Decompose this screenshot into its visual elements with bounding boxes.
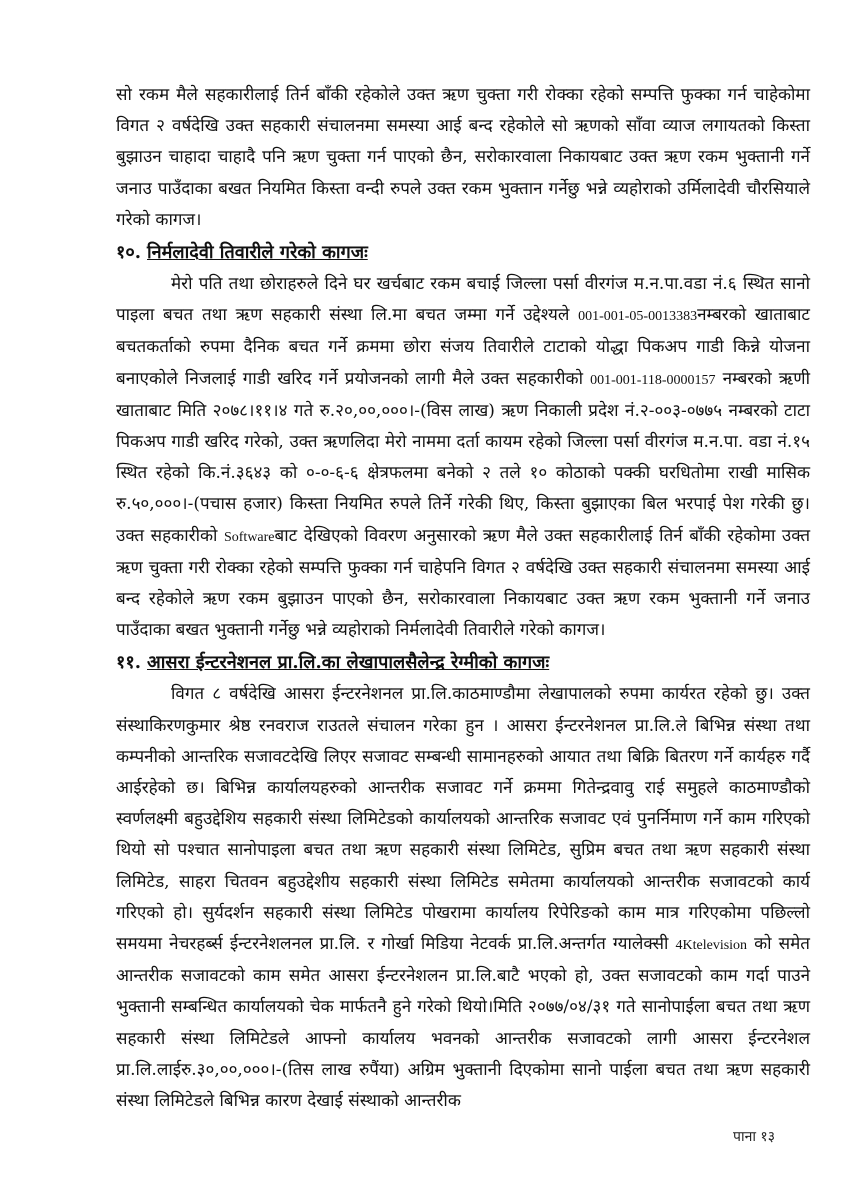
section-10-text-2: नम्बरको खाताबाट बचतकर्ताको रुपमा दैनिक बचत गर्ने क्रममा छोरा संजय तिवारीले टाटाको योद्धा पिकअप गाडी किन्ने योजना बनाएकोले निजलाई गाडी खरिद गर्ने प्रयोजनको लागी मैले उक्त सहकारीको bbox=[116, 305, 810, 389]
section-10-heading bbox=[116, 236, 810, 269]
section-10-text-4: बाट देखिएको विवरण अनुसारको ऋण मैले उक्त सहकारीलाई तिर्न बाँकी रहेकोमा उक्त ऋण चुक्ता गरी रोक्का रहेको सम्पत्ति फुक्का गर्न चाहेपनि विगत २ वर्षदेखि उक्त सहकारी संचालनमा समस्या आई बन्द रहेकोले ऋण रकम बुझाउन पाएको छैन, सरोकारवाला निकायबाट उक्त ऋण रकम भुक्तानी गर्ने जनाउ पाउँदाका बखत भुक्तानी गर्नेछु भन्ने व्यहोराको निर्मलादेवी तिवारीले गरेको कागज। bbox=[116, 525, 811, 641]
section-11-text-1: विगत ८ वर्षदेखि आसरा ईन्टरनेशनल प्रा.लि.काठमाण्डौमा लेखापालको रुपमा कार्यरत रहेको छु। उक्त संस्थाकिरणकुमार श्रेष्ठ रनवराज राउतले संचालन गरेका हुन । आसरा ईन्टरनेशनल प्रा.लि.ले बिभिन्न संस्था तथा कम्पनीको आन्तरिक सजावटदेखि लिएर सजावट सम्बन्धी सामानहरुको आयात तथा बिक्रि बितरण गर्ने कार्यहरु गर्दै आईरहेको छ। बिभिन्न कार्यालयहरुको आन्तरीक सजावट गर्ने क्रममा गितेन्द्रवावु राई समुहले काठमाण्डौको स्वर्णलक्ष्मी बहुउद्देशिय सहकारी संस्था लिमिटेडको कार्यालयको आन्तरिक सजावट एवं पुनर्निमाण गर्ने काम गरिएको थियो सो पश्चात सानोपाइला बचत तथा ऋण सहकारी संस्था लिमिटेड, सुप्रिम बचत तथा ऋण सहकारी संस्था लिमिटेड, साहरा चितवन बहुउद्देशीय सहकारी संस्था लिमिटेड समेतमा कार्यालयको आन्तरीक सजावटको कार्य गरिएको हो। सुर्यदर्शन सहकारी संस्था लिमिटेड पोखरामा कार्यालय रिपेरिङको काम मात्र गरिएकोमा पछिल्लो समयमा नेचरहर्ब्स ईन्टरनेशलनल प्रा.लि. र गोर्खा मिडिया नेटवर्क प्रा.लि.अन्तर्गत ग्यालेक्सी bbox=[116, 684, 810, 955]
page-number: पाना १३ bbox=[733, 1129, 775, 1145]
loan-account-number: 001-001-118-0000157 bbox=[590, 372, 716, 388]
section-11-heading bbox=[116, 646, 810, 679]
section-10-number: १०. bbox=[116, 242, 141, 264]
section-11-number: ११. bbox=[116, 652, 141, 674]
software-word: Software bbox=[223, 529, 275, 545]
section-10-paragraph bbox=[116, 269, 810, 646]
section-11-title: आसरा ईन्टरनेशनल प्रा.लि.का लेखापालसैलेन्द्र रेग्मीको कागजः bbox=[147, 652, 550, 674]
television-word: 4Ktelevision bbox=[675, 938, 748, 954]
section-10-title: निर्मलादेवी तिवारीले गरेको कागजः bbox=[147, 242, 368, 264]
savings-account-number: 001-001-05-0013383 bbox=[578, 309, 698, 325]
intro-paragraph: सो रकम मैले सहकारीलाई तिर्न बाँकी रहेकोले उक्त ऋण चुक्ता गरी रोक्का रहेको सम्पत्ति फुक्का गर्न चाहेकोमा विगत २ वर्षदेखि उक्त सहकारी संचालनमा समस्या आई बन्द रहेकोले सो ऋणको साँवा व्याज लगायतको किस्ता बुझाउन चाहादा चाहादै पनि ऋण चुक्ता गर्न पाएको छैन, सरोकारवाला निकायबाट उक्त ऋण रकम भुक्तानी गर्ने जनाउ पाउँदाका बखत नियमित किस्ता वन्दी रुपले उक्त रकम भुक्तान गर्नेछु भन्ने व्यहोराको उर्मिलादेवी चौरसियाले गरेको कागज। bbox=[116, 85, 810, 230]
section-11-paragraph bbox=[116, 679, 810, 1117]
document-body bbox=[116, 80, 810, 1117]
section-11-text-2: को समेत आन्तरीक सजावटको काम समेत आसरा ईन्टरनेशलन प्रा.लि.बाटै भएको हो, उक्त सजावटको काम गर्दा पाउने भुक्तानी सम्बन्धित कार्यालयको चेक मार्फतनै हुने गरेको थियो।मिति २०७७/०४/३१ गते सानोपाईला बचत तथा ऋण सहकारी संस्था लिमिटेडले आफ्नो कार्यालय भवनको आन्तरीक सजावटको लागी आसरा ईन्टरनेशल प्रा.लि.लाईरु.३०,००,०००।-(तिस लाख रुपैंया) अग्रिम भुक्तानी दिएकोमा सानो पाईला बचत तथा ऋण सहकारी संस्था लिमिटेडले बिभिन्न कारण देखाई संस्थाको आन्तरीक bbox=[116, 934, 810, 1112]
section-10-text-1: मेरो पति तथा छोराहरुले दिने घर खर्चबाट रकम बचाई जिल्ला पर्सा वीरगंज म.न.पा.वडा नं.६ स्थित सानो पाइला बचत तथा ऋण सहकारी संस्था लि.मा बचत जम्मा गर्ने उद्देश्यले bbox=[116, 274, 810, 326]
section-10-text-3: नम्बरको ऋणी खाताबाट मिति २०७८।११।४ गते रु.२०,००,०००।-(विस लाख) ऋण निकाली प्रदेश नं.२-००३-०७७५ नम्बरको टाटा पिकअप गाडी खरिद गरेको, उक्त ऋणलिदा मेरो नाममा दर्ता कायम रहेको जिल्ला पर्सा वीरगंज म.न.पा. वडा नं.१५ स्थित रहेको कि.नं.३६४३ को ०-०-६-६ क्षेत्रफलमा बनेको २ तले १० कोठाको पक्की घरधितोमा राखी मासिक रु.५०,०००।-(पचास हजार) किस्ता नियमित रुपले तिर्ने गरेकी थिए, किस्ता बुझाएका बिल भरपाई पेश गरेकी छु। उक्त सहकारीको bbox=[116, 368, 810, 546]
